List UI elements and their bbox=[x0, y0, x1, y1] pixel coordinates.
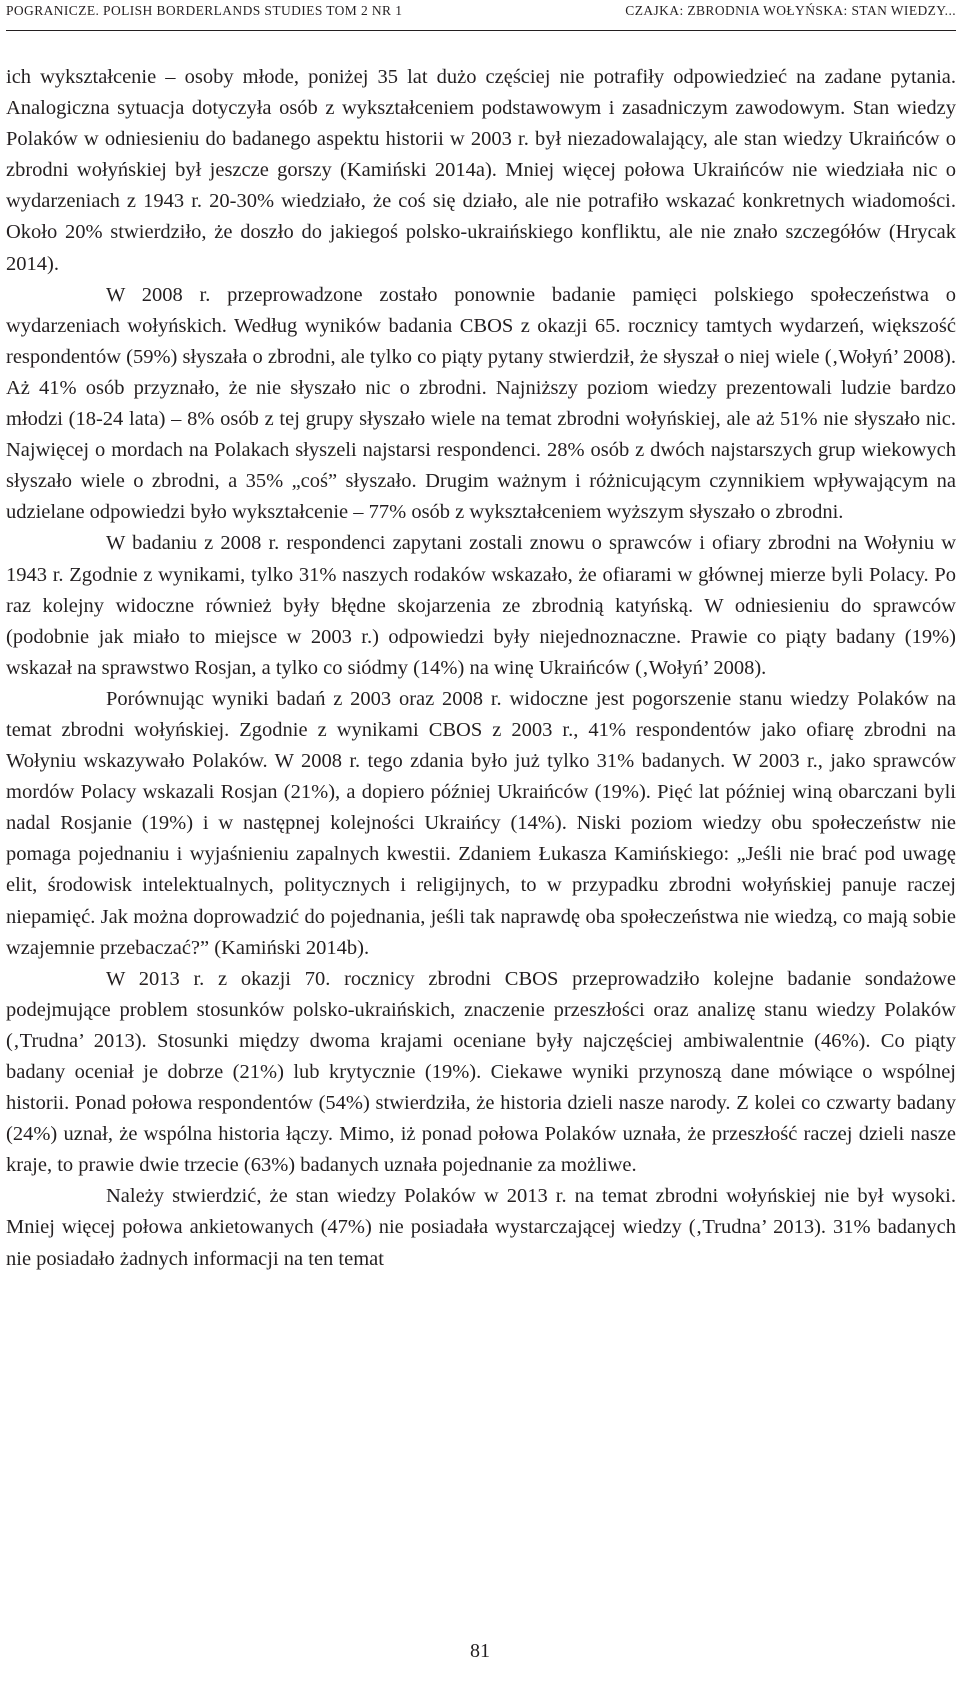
paragraph: W badaniu z 2008 r. respondenci zapytani zostali znowu o sprawców i ofiary zbrodni na Wołyniu w 1943 r. Zgodnie z wynikami, tylko 31% naszych rodaków wskazało, że ofiarami w głównej mierze byli Polacy. Po raz kolejny widoczne również były błędne skojarzenia ze zbrodnią katyńską. W odniesieniu do sprawców (podobnie jak miało to miejsce w 2003 r.) odpowiedzi były niejednoznaczne. Prawie co piąty badany (19%) wskazał na sprawstwo Rosjan, a tylko co siódmy (14%) na winę Ukraińców (‚Wołyń’ 2008). bbox=[6, 532, 956, 679]
paragraph: Porównując wyniki badań z 2003 oraz 2008 r. widoczne jest pogorszenie stanu wiedzy Polaków na temat zbrodni wołyńskiej. Zgodnie z wynikami CBOS z 2003 r., 41% respondentów jako ofiarę zbrodni na Wołyniu wskazywało Polaków. W 2008 r. tego zdania było już tylko 31% badanych. W 2003 r., jako sprawców mordów Polacy wskazali Rosjan (21%), a dopiero później Ukraińców (19%). Pięć lat później winą obarczani byli nadal Rosjanie (19%) i w następnej kolejności Ukraińcy (14%). Niski poziom wiedzy obu społeczeństw nie pomaga pojednaniu i wyjaśnieniu zapalnych kwestii. Zdaniem Łukasza Kamińskiego: „Jeśli nie brać pod uwagę elit, środowisk intelektualnych, politycznych i religijnych, to w przypadku zbrodni wołyńskiej panuje raczej niepamięć. Jak można doprowadzić do pojednania, jeśli tak naprawdę oba społeczeństwa nie wiedzą, co mają sobie wzajemnie przebaczać?” (Kamiński 2014b). bbox=[6, 687, 956, 959]
header-rule bbox=[6, 30, 956, 31]
paragraph: W 2008 r. przeprowadzone zostało ponownie badanie pamięci polskiego społeczeństwa o wydarzeniach wołyńskich. Według wyników badania CBOS z okazji 65. rocznicy tamtych wydarzeń, większość respondentów (59%) słyszała o zbrodni, ale tylko co piąty pytany stwierdził, że słyszał o niej wiele (‚Wołyń’ 2008). Aż 41% osób przyznało, że nie słyszało nic o zbrodni. Najniższy poziom wiedzy prezentowali ludzie bardzo młodzi (18-24 lata) – 8% osób z tej grupy słyszało wiele na temat zbrodni wołyńskiej, ale aż 51% nie słyszało nic. Najwięcej o mordach na Polakach słyszeli najstarsi respondenci. 28% osób z dwóch najstarszych grup wiekowych słyszało wiele o zbrodni, a 35% „coś” słyszało. Drugim ważnym i różnicującym czynnikiem wpływającym na udzielane odpowiedzi było wykształcenie – 77% osób z wykształceniem wyższym słyszało o zbrodni. bbox=[6, 283, 956, 524]
paragraph: W 2013 r. z okazji 70. rocznicy zbrodni CBOS przeprowadziło kolejne badanie sondażowe podejmujące problem stosunków polsko-ukraińskich, znaczenie przeszłości oraz analizę stanu wiedzy Polaków (‚Trudna’ 2013). Stosunki między dwoma krajami oceniane były najczęściej ambiwalentnie (46%). Co piąty badany oceniał je dobrze (21%) lub krytycznie (19%). Ciekawe wyniki przynoszą dane mówiące o wspólnej historii. Ponad połowa respondentów (54%) stwierdziła, że historia dzieli nasze narody. Z kolei co czwarty badany (24%) uznał, że wspólna historia łączy. Mimo, iż ponad połowa Polaków uznała, że przeszłość raczej dzieli nasze kraje, to prawie dwie trzecie (63%) badanych uznała pojednanie za możliwe. bbox=[6, 967, 956, 1177]
article-short-title: CZAJKA: ZBRODNIA WOŁYŃSKA: STAN WIEDZY... bbox=[625, 3, 956, 18]
paragraph: ich wykształcenie – osoby młode, poniżej 35 lat dużo częściej nie potrafiły odpowiedzieć na zadane pytania. Analogiczna sytuacja dotyczyła osób z wykształceniem podstawowym i zasadniczym zawodowym. Stan wiedzy Polaków w odniesieniu do badanego aspektu historii w 2003 r. był niezadowalający, ale stan wiedzy Ukraińców o zbrodni wołyńskiej był jeszcze gorszy (Kamiński 2014a). Mniej więcej połowa Ukraińców nie wiedziała nic o wydarzeniach z 1943 r. 20-30% wiedziało, że coś się działo, ale nie potrafiło wskazać konkretnych wiadomości. Około 20% stwierdziło, że doszło do jakiegoś polsko-ukraińskiego konfliktu, ale nie znało szczegółów (Hrycak 2014). bbox=[6, 66, 956, 275]
journal-title: POGRANICZE. POLISH BORDERLANDS STUDIES TOM 2 NR 1 bbox=[6, 3, 403, 18]
body-text bbox=[6, 62, 956, 1275]
paragraph: Należy stwierdzić, że stan wiedzy Polaków w 2013 r. na temat zbrodni wołyńskiej nie był wysoki. Mniej więcej połowa ankietowanych (47%) nie posiadała wystarczającej wiedzy (‚Trudna’ 2013). 31% badanych nie posiadało żadnych informacji na ten temat bbox=[6, 1185, 956, 1270]
running-header bbox=[0, 0, 960, 30]
page-number: 81 bbox=[470, 1640, 490, 1662]
